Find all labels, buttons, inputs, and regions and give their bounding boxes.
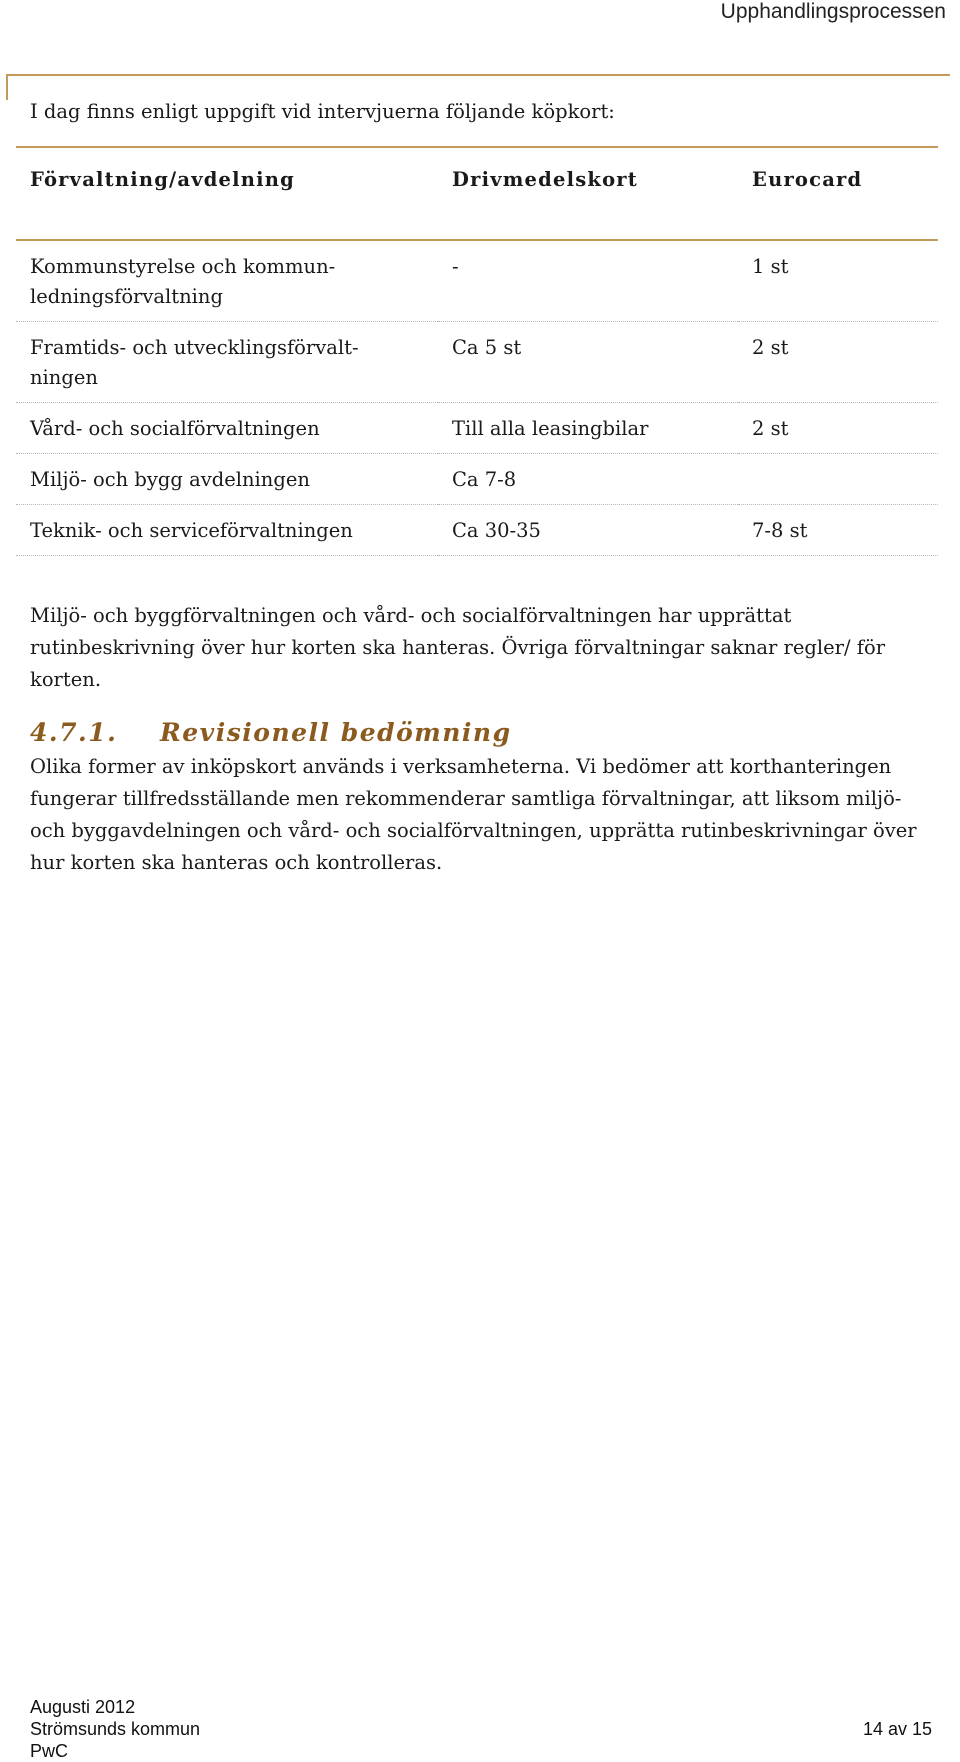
cell-department: Vård- och socialförvaltningen (16, 403, 438, 454)
table-row (16, 454, 938, 505)
cell-department: Teknik- och serviceförvaltningen (16, 505, 438, 556)
page-content (30, 98, 920, 879)
footer-date: Augusti 2012 (30, 1697, 136, 1717)
cell-department (16, 322, 438, 403)
cell-fuel-card: - (438, 240, 738, 322)
cell-eurocard: 1 st (738, 240, 938, 322)
running-header: Upphandlingsprocessen (720, 0, 946, 23)
column-header-eurocard: Eurocard (738, 147, 938, 240)
cell-fuel-card: Ca 7-8 (438, 454, 738, 505)
column-header-department: Förvaltning/avdelning (16, 147, 438, 240)
footer-row (30, 1718, 932, 1740)
cell-fuel-card: Till alla leasingbilar (438, 403, 738, 454)
section-title: Revisionell bedömning (160, 718, 512, 747)
cell-fuel-card: Ca 5 st (438, 322, 738, 403)
table-row (16, 403, 938, 454)
cell-eurocard: 2 st (738, 403, 938, 454)
cell-text: Framtids- och utvecklingsförvalt- ningen (30, 336, 359, 389)
cell-department: Miljö- och bygg avdelningen (16, 454, 438, 505)
table-row (16, 505, 938, 556)
table-row (16, 322, 938, 403)
intro-text: I dag finns enligt uppgift vid intervjuerna följande köpkort: (30, 100, 615, 123)
header-rule (6, 74, 950, 76)
footer-company: PwC (30, 1741, 69, 1761)
section-heading (30, 718, 920, 747)
section-number: 4.7.1. (30, 718, 118, 747)
footer-organization: Strömsunds kommun (30, 1719, 201, 1739)
table-header-row (16, 147, 938, 240)
cell-eurocard: 7-8 st (738, 505, 938, 556)
paragraph-assessment: Olika former av inköpskort används i verksamheterna. Vi bedömer att korthanteringen fungerar tillfredsställande men rekommenderar samtliga förvaltningar, att liksom miljö- och byggavdelningen och vård- och socialförvaltningen, upprätta rutinbeskrivningar över hur korten ska hanteras och kontrolleras. (30, 755, 917, 874)
cell-text: Kommunstyrelse och kommun- ledningsförvaltning (30, 255, 336, 308)
page-footer (30, 1696, 932, 1762)
cell-department (16, 240, 438, 322)
cell-eurocard (738, 454, 938, 505)
header-corner-rule (6, 74, 8, 100)
cell-eurocard: 2 st (738, 322, 938, 403)
paragraph-routines: Miljö- och byggförvaltningen och vård- och socialförvaltningen har upprättat rutinbeskrivning över hur korten ska hanteras. Övriga förvaltningar saknar regler/ för korten. (30, 604, 886, 691)
column-header-fuel-card: Drivmedelskort (438, 147, 738, 240)
footer-page-number: 14 av 15 (862, 1719, 932, 1739)
purchase-cards-table (16, 146, 938, 556)
cell-fuel-card: Ca 30-35 (438, 505, 738, 556)
table-row (16, 240, 938, 322)
